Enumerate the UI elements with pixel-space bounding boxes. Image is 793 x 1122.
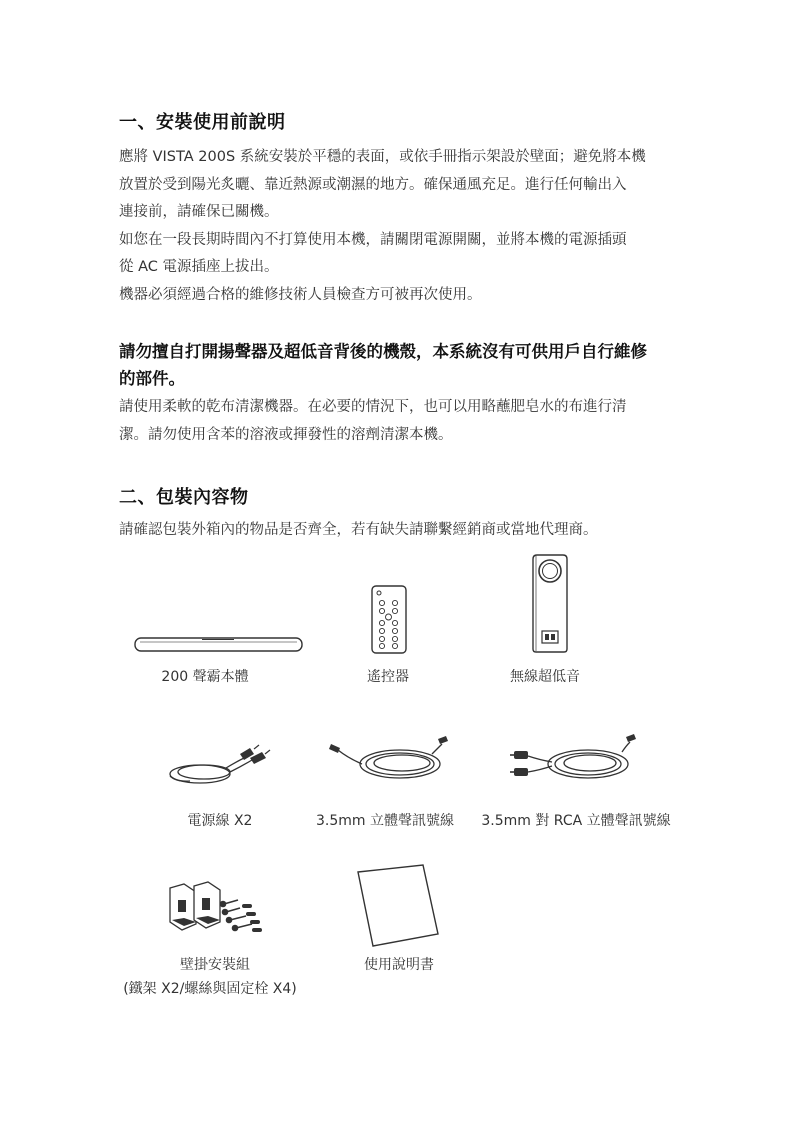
subwoofer-caption: 無線超低音 <box>510 669 580 685</box>
remote-caption: 遙控器 <box>367 669 409 685</box>
text-line: 請勿擅自打開揚聲器及超低音背後的機殼，本系統沒有可供用戶自行維修 <box>119 342 647 361</box>
power-cord-image <box>166 738 272 788</box>
soundbar-caption: 200 聲霸本體 <box>161 669 249 685</box>
text-line: 請確認包裝外箱內的物品是否齊全，若有缺失請聯繫經銷商或當地代理商。 <box>119 522 598 538</box>
rca-cable-image <box>510 732 636 786</box>
wall-mount-caption: 壁掛安裝組 <box>180 957 250 973</box>
section-title-installation: 一、安裝使用前說明 <box>119 112 286 133</box>
section-title-package-contents: 二、包裝內容物 <box>119 487 249 508</box>
text-line: 潔。請勿使用含苯的溶液或揮發性的溶劑清潔本機。 <box>119 426 453 443</box>
text-line: 請使用柔軟的乾布清潔機器。在必要的情況下，也可以用略蘸肥皂水的布進行清 <box>119 399 627 415</box>
wall-mount-kit-image <box>166 880 262 942</box>
text-line: 從 AC 電源插座上拔出。 <box>119 259 279 275</box>
warning-paragraph <box>119 338 679 392</box>
text-line: 的部件。 <box>119 369 185 388</box>
cleaning-paragraph <box>119 394 679 449</box>
aux-cable-caption: 3.5mm 立體聲訊號線 <box>316 813 454 829</box>
text-line: 應將 VISTA 200S 系統安裝於平穩的表面，或依手冊指示架設於壁面；避免將本機 <box>119 149 646 165</box>
installation-paragraph <box>119 144 679 309</box>
user-manual-caption: 使用說明書 <box>364 957 434 973</box>
rca-cable-caption: 3.5mm 對 RCA 立體聲訊號線 <box>481 813 671 829</box>
power-cord-caption: 電源線 X2 <box>187 813 253 829</box>
wall-mount-detail-caption: (鐵架 X2/螺絲與固定栓 X4) <box>123 981 297 997</box>
text-line: 連接前，請確保已關機。 <box>119 204 279 220</box>
text-line: 機器必須經過合格的維修技術人員檢查方可被再次使用。 <box>119 286 482 303</box>
text-line: 放置於受到陽光炙曬、靠近熱源或潮濕的地方。確保通風充足。進行任何輸出入 <box>119 176 627 193</box>
aux-cable-image <box>328 734 450 784</box>
soundbar-image <box>134 636 304 656</box>
user-manual-image <box>355 864 441 948</box>
remote-control-image <box>371 585 407 655</box>
package-intro <box>119 517 679 545</box>
text-line: 如您在一段長期時間內不打算使用本機，請關閉電源開關，並將本機的電源插頭 <box>119 231 627 248</box>
subwoofer-image <box>530 553 570 655</box>
